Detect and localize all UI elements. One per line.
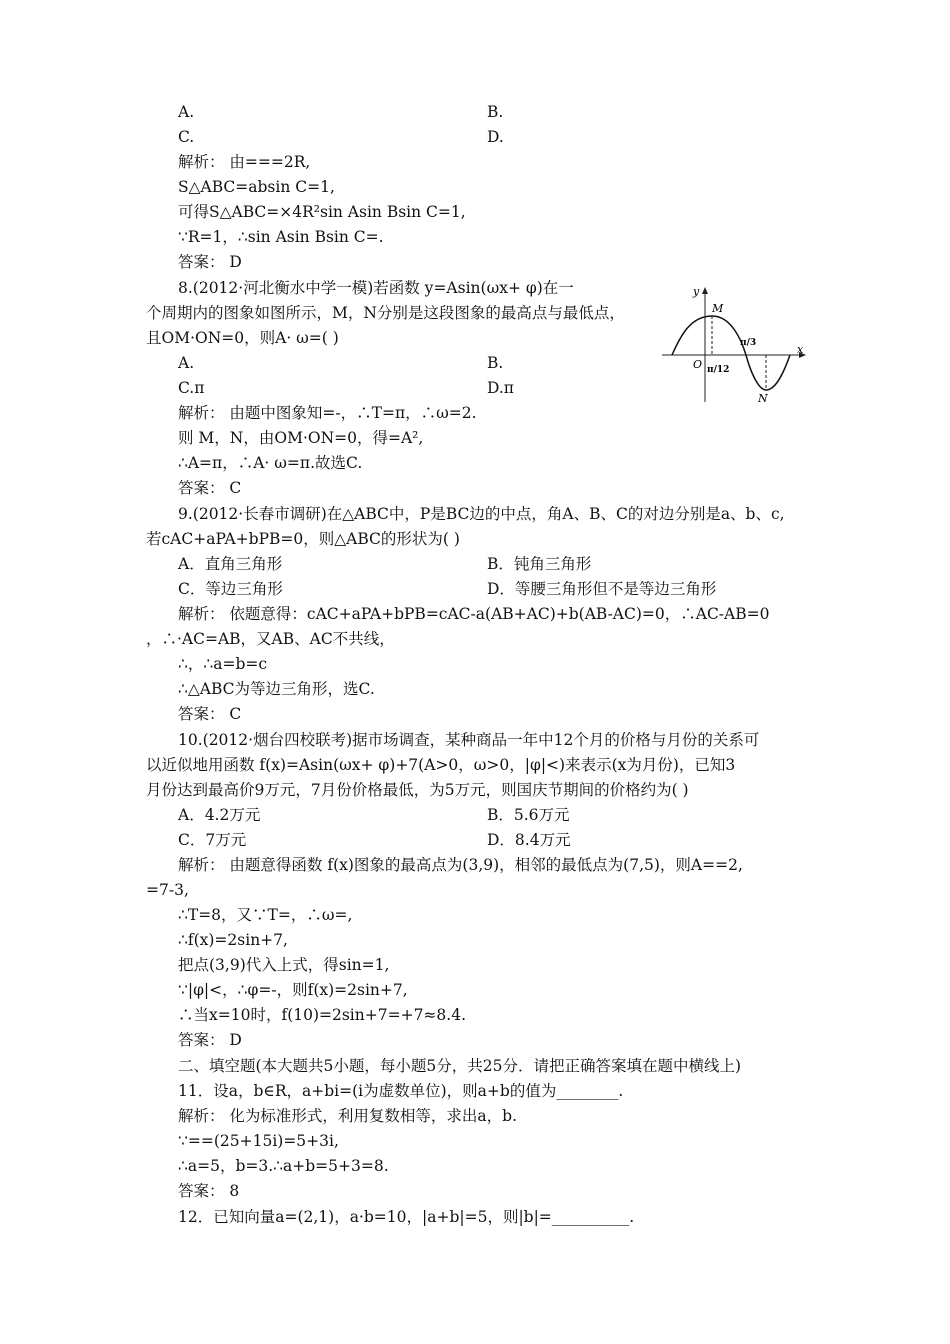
text-line: D．8.4万元 bbox=[487, 831, 571, 849]
text-line: B. bbox=[487, 103, 504, 121]
text-line: ∴f(x)=2sin+7, bbox=[178, 931, 288, 949]
text-line: 8.(2012·河北衡水中学一模)若函数 y=Asin(ωx+ φ)在一 bbox=[178, 279, 574, 297]
text-line: ∵==(25+15i)=5+3i, bbox=[178, 1132, 339, 1150]
text-line: A. bbox=[178, 103, 195, 121]
text-line: ∴当x=10时，f(10)=2sin+7=+7≈8.4. bbox=[178, 1006, 466, 1024]
text-line: 11．设a，b∈R，a+bi=(i为虚数单位)，则a+b的值为________. bbox=[178, 1082, 624, 1100]
text-line: 可得S△ABC=×4R²sin Asin Bsin C=1, bbox=[178, 203, 466, 221]
text-line: 月份达到最高价9万元，7月份价格最低，为5万元，则国庆节期间的价格约为( ) bbox=[146, 781, 689, 799]
text-line: 解析： 依题意得：cAC+aPA+bPB=cAC-a(AB+AC)+b(AB-AC)=0，∴AC-AB=0 bbox=[178, 605, 770, 623]
text-line: 若cAC+aPA+bPB=0，则△ABC的形状为( ) bbox=[146, 530, 460, 548]
text-line: A. bbox=[178, 354, 195, 372]
point-m-label: M bbox=[712, 302, 724, 315]
text-line: D. bbox=[487, 128, 504, 146]
text-line: ∵|φ|<，∴φ=-，则f(x)=2sin+7, bbox=[178, 981, 408, 999]
text-line: 答案： D bbox=[178, 253, 242, 271]
tick-label-pi-3: π/3 bbox=[740, 338, 757, 348]
text-line: 答案： C bbox=[178, 705, 242, 723]
tick-label-pi-12: π/12 bbox=[707, 365, 730, 375]
text-line: 以近似地用函数 f(x)=Asin(ωx+ φ)+7(A>0，ω>0，|φ|<)来表示(x为月份)，已知3 bbox=[146, 756, 736, 774]
y-axis-label: y bbox=[693, 285, 700, 298]
text-line: 二、填空题(本大题共5小题，每小题5分，共25分．请把正确答案填在题中横线上) bbox=[178, 1057, 742, 1075]
text-line: ∴△ABC为等边三角形，选C. bbox=[178, 680, 375, 698]
text-line: C. bbox=[178, 128, 195, 146]
text-line: ，∴·AC=AB，又AB、AC不共线， bbox=[146, 630, 395, 648]
text-line: 解析： 化为标准形式，利用复数相等，求出a，b. bbox=[178, 1107, 518, 1125]
text-line: D．等腰三角形但不是等边三角形 bbox=[487, 580, 717, 598]
x-axis-label: x bbox=[797, 343, 804, 356]
text-line: 答案： D bbox=[178, 1031, 242, 1049]
text-line: 把点(3,9)代入上式，得sin=1, bbox=[178, 956, 390, 974]
text-line: 则 M，N，由OM·ON=0，得=A², bbox=[178, 429, 424, 447]
text-line: 10.(2012·烟台四校联考)据市场调查，某种商品一年中12个月的价格与月份的关系可 bbox=[178, 731, 760, 749]
text-line: B. bbox=[487, 354, 504, 372]
text-line: A．4.2万元 bbox=[178, 806, 261, 824]
text-line: 9.(2012·长春市调研)在△ABC中，P是BC边的中点，角A、B、C的对边分别是a、b、c, bbox=[178, 505, 785, 523]
sine-curve bbox=[672, 316, 790, 390]
text-line: 个周期内的图象如图所示，M，N分别是这段图象的最高点与最低点， bbox=[146, 304, 625, 322]
origin-label: O bbox=[693, 358, 703, 371]
text-line: ∴，∴a=b=c bbox=[178, 655, 268, 673]
point-n-label: N bbox=[758, 392, 768, 404]
text-line: ∴T=8，又∵T=，∴ω=, bbox=[178, 906, 353, 924]
text-line: 解析： 由===2R, bbox=[178, 153, 311, 171]
text-line: 解析： 由题意得函数 f(x)图象的最高点为(3,9)，相邻的最低点为(7,5)，则A==2, bbox=[178, 856, 743, 874]
text-line: C.π bbox=[178, 379, 205, 397]
text-line: D.π bbox=[487, 379, 514, 397]
text-line: ∴a=5，b=3.∴a+b=5+3=8. bbox=[178, 1157, 389, 1175]
text-line: ∴A=π，∴A· ω=π.故选C. bbox=[178, 454, 363, 472]
text-line: 12．已知向量a=(2,1)，a·b=10，|a+b|=5，则|b|=__________. bbox=[178, 1208, 635, 1226]
text-line: A．直角三角形 bbox=[178, 555, 283, 573]
y-axis-arrow bbox=[702, 287, 708, 294]
text-line: ∵R=1，∴sin Asin Bsin C=. bbox=[178, 228, 384, 246]
text-line: C．等边三角形 bbox=[178, 580, 283, 598]
text-line: 答案： 8 bbox=[178, 1182, 240, 1200]
text-line: B．5.6万元 bbox=[487, 806, 570, 824]
text-line: 且OM·ON=0，则A· ω=( ) bbox=[146, 329, 339, 347]
sine-graph-figure bbox=[660, 282, 810, 404]
text-line: C．7万元 bbox=[178, 831, 247, 849]
text-line: 解析： 由题中图象知=-，∴T=π，∴ω=2. bbox=[178, 404, 477, 422]
text-line: =7-3, bbox=[146, 881, 189, 899]
text-line: S△ABC=absin C=1, bbox=[178, 178, 335, 196]
text-line: B．钝角三角形 bbox=[487, 555, 592, 573]
text-line: 答案： C bbox=[178, 479, 242, 497]
